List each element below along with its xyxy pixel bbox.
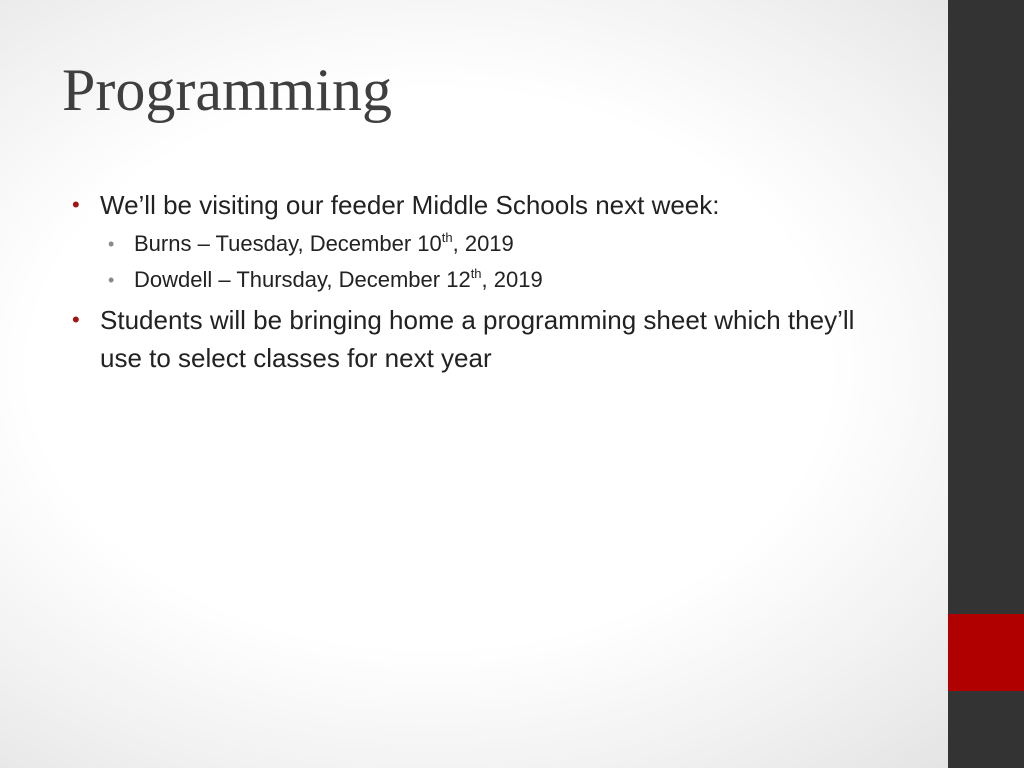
bullet-item-visits bbox=[72, 186, 872, 224]
sub-bullet-dowdell-year: , 2019 bbox=[481, 267, 543, 292]
sub-bullet-burns-year: , 2019 bbox=[452, 231, 514, 256]
sub-bullet-burns-text: Burns – Tuesday, December 10 bbox=[134, 231, 442, 256]
sub-bullet-burns-ordinal: th bbox=[441, 230, 453, 245]
bullet-item-programming-sheet bbox=[72, 301, 872, 377]
bullet-list bbox=[72, 186, 872, 378]
sidebar-accent-block bbox=[948, 614, 1024, 691]
sub-bullet-icon: • bbox=[108, 234, 115, 254]
sub-bullet-icon: • bbox=[108, 270, 115, 290]
bullet-icon: • bbox=[72, 307, 80, 332]
bullet-icon: • bbox=[72, 192, 80, 217]
sub-bullet-dowdell-text: Dowdell – Thursday, December 12 bbox=[134, 267, 471, 292]
bullet-text-visits: We’ll be visiting our feeder Middle Schools next week: bbox=[100, 190, 720, 220]
sub-bullet-burns bbox=[72, 229, 872, 259]
bullet-text-programming-sheet: Students will be bringing home a programming sheet which they’ll use to select classes for next year bbox=[100, 305, 855, 373]
slide-title: Programming bbox=[62, 57, 392, 123]
sidebar-decoration bbox=[948, 0, 1024, 768]
sub-bullet-dowdell bbox=[72, 265, 872, 295]
sub-bullet-dowdell-ordinal: th bbox=[470, 266, 482, 281]
